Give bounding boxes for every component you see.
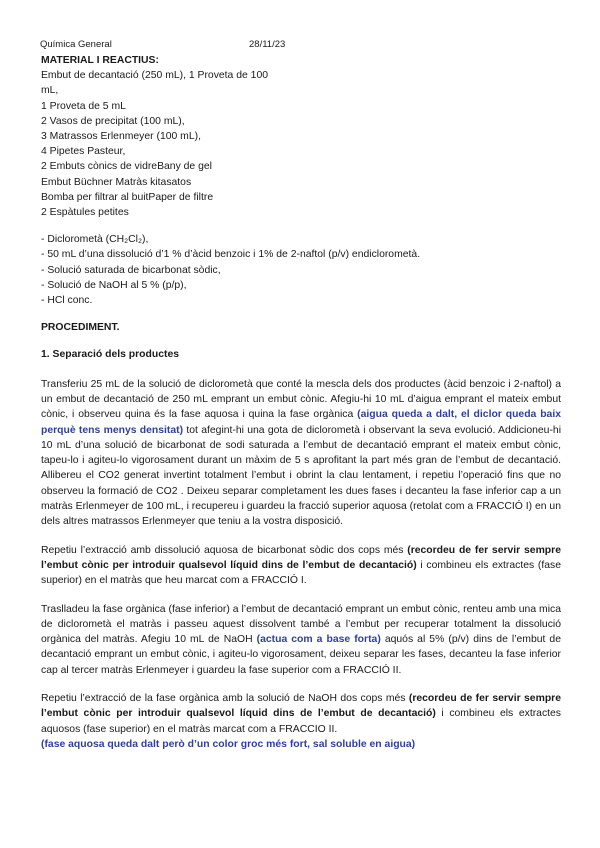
material-title: MATERIAL I REACTIUS: <box>41 55 159 66</box>
document-body <box>41 53 561 752</box>
header-date: 28/11/23 <box>249 39 286 50</box>
material-line: 2 Espàtules petites <box>41 207 129 219</box>
material-line: Embut Büchner Matràs kitasatos <box>41 176 192 188</box>
paragraph-text: i combineu els extractes aquosos (fase superior) en el matràs marcat com a FRACCIO II. <box>41 708 561 735</box>
bold-instruction: (recordeu de fer servir sempre l’embut cònic per introduir qualsevol líquid dins de l’embut de decantació) <box>41 693 561 720</box>
material-line: 2 Vasos de precipitat (100 mL), <box>41 115 185 127</box>
paragraph-text: Transferiu 25 mL de la solució de diclorometà que conté la mescla dels dos productes (àcid benzoic i 2-naftol) a un embut de decantació de 250 mL emprant un embut cònic. Afegiu-hi 10 mL d’aigua emprant el mateix embut cònic, i observeu quina és la fase aquosa i quina la fase orgànica <box>41 378 561 421</box>
paragraph-text: tot afegint-hi una gota de diclorometà i observant la seva evolució. Addicioneu-hi 10 mL d’una solució de bicarbonat de sodi saturada a l’embut de decantació emprant el mateix embut cònic, tapeu-lo i agiteu-lo vigorosament durant un màxim de 5 s aprofitant la part més gran de l’embut de decantació. Allibereu el CO2 generat invertint totalment l’embut i obrint la clau lentament, i repetiu l’operació fins que no observeu la formació de CO2 . Deixeu separar completament les dues fases i decanteu la fase inferior cap a un matràs Erlenmeyer de 100 mL, i recupereu i guardeu la fracció superior aquosa (retolat com a FRACCIÓ I) en un dels altres matrassos Erlenmeyer que teniu a la vostra disposició. <box>41 424 562 528</box>
paragraph-1 <box>41 377 561 530</box>
material-line: mL, <box>41 85 59 97</box>
paragraph-4 <box>41 691 561 752</box>
procedure-title: PROCEDIMENT. <box>41 322 120 334</box>
annotation-note: (aigua queda a dalt, el diclor queda baix perquè tens menys densitat) <box>41 409 561 436</box>
paragraph-text: Traslladeu la fase orgànica (fase inferior) a l’embut de decantació emprant un embut cònic, renteu amb una mica de diclorometà el matràs i passeu aquest dissolvent també a l’embut per recuperar totalment la dissolució orgànica del matràs. Afegiu 10 mL de NaOH <box>41 603 561 646</box>
reagent-line: - HCl conc. <box>41 295 93 307</box>
bold-instruction: (recordeu de fer servir sempre l’embut cònic per introduir qualsevol líquid dins de l’embut de decantació) <box>41 544 561 571</box>
paragraph-text: i combineu els extractes (fase superior) en el matràs que heu marcat com a FRACCIÓ I. <box>41 559 562 587</box>
material-line: 2 Embuts cònics de vidreBany de gel <box>41 161 212 173</box>
reagents-list <box>41 232 561 308</box>
paragraph-text: Repetiu l’extracció de la fase orgànica amb la solució de NaOH dos cops més <box>41 693 409 704</box>
material-line: 1 Proveta de 5 mL <box>41 100 126 112</box>
reagent-line: - Solució saturada de bicarbonat sòdic, <box>41 264 221 276</box>
material-line: 3 Matrassos Erlenmeyer (100 mL), <box>41 131 201 143</box>
paragraph-2 <box>41 543 561 589</box>
material-line: Embut de decantació (250 mL), 1 Proveta de 100 <box>41 70 269 82</box>
material-list <box>41 68 561 220</box>
section-title: 1. Separació dels productes <box>41 349 180 361</box>
annotation-note: (actua com a base forta) <box>256 634 381 646</box>
paragraph-3 <box>41 602 561 678</box>
reagent-line: - Solució de NaOH al 5 % (p/p), <box>41 279 187 291</box>
reagent-line: - Diclorometà (CH₂Cl₂), <box>41 234 149 246</box>
reagent-line: - 50 mL d’una dissolució d’1 % d’àcid benzoic i 1% de 2-naftol (p/v) endiclorometà. <box>41 249 421 261</box>
material-line: Bomba per filtrar al buitPaper de filtre <box>41 191 214 203</box>
annotation-note: (fase aquosa queda dalt però d’un color groc més fort, sal soluble en aigua) <box>41 738 416 750</box>
paragraph-text: Repetiu l’extracció amb dissolució aquosa de bicarbonat sòdic dos cops més <box>41 544 408 556</box>
paragraph-text: aquós al 5% (p/v) dins de l’embut de decantació emprant un embut cònic, i agiteu-lo vigorosament, deixeu separar les fases, decanteu la fase inferior cap al tercer matràs Erlenmeyer i guardeu la fase superior com a FRACCIÓ II. <box>41 634 561 676</box>
material-line: 4 Pipetes Pasteur, <box>41 146 126 158</box>
header-subject: Química General <box>40 39 112 50</box>
